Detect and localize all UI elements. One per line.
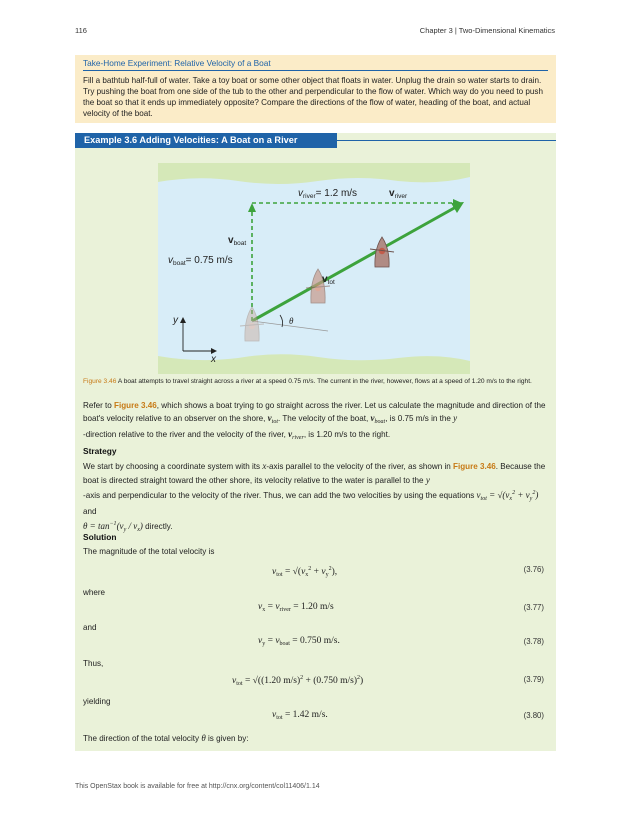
equation-number-3-76: (3.76) [523, 565, 544, 574]
solution-yielding: yielding [83, 697, 111, 706]
solution-heading: Solution [83, 532, 117, 542]
math-vriver: $v_{river}$ [288, 429, 304, 441]
takehome-title: Take-Home Experiment: Relative Velocity of a Boat [83, 58, 548, 71]
equation-3-78: $v_y = v_{boat} = 0.750$ m/s. [258, 636, 340, 647]
vtot-vector-label: $v_{tot}$ [322, 274, 335, 286]
intro-text-d: , is 0.75 m/s in the [385, 414, 454, 423]
example-header: Example 3.6 Adding Velocities: A Boat on a River [75, 133, 337, 148]
intro-text-c: . The velocity of the boat, [278, 414, 371, 423]
math-theta: θ [201, 733, 206, 743]
vriver-vector-label: $v_{river}$ [389, 188, 408, 200]
equation-3-76: $v_{tot} = √(v_x^2 + v_y^2)$, [272, 566, 338, 578]
vboat-label-eq: $v_{boat}= 0.75$ m/s [168, 255, 233, 267]
strategy-text-a: We start by choosing a coordinate system with its [83, 462, 263, 471]
figure-svg [158, 163, 470, 374]
math-y: y [453, 413, 458, 423]
vboat-vector-label: $v_{boat}$ [228, 235, 247, 247]
strategy-text-e: and [83, 506, 97, 516]
figure-caption [83, 377, 551, 386]
math-y2: y [425, 474, 430, 485]
solution-where: where [83, 588, 106, 597]
solution-last-end: is given by: [205, 734, 249, 743]
math-x: x [262, 461, 267, 471]
intro-paragraph [83, 400, 553, 444]
eq-3-79-term-a: (1.20 m/s) [261, 676, 301, 686]
solution-last-text: The direction of the total velocity [83, 734, 202, 743]
equation-number-3-77: (3.77) [523, 603, 544, 612]
theta-label: θ [289, 316, 294, 326]
strategy-text-c: . Because the boat is directed straight toward the other shore, its velocity relative to the water is parallel to the [83, 462, 546, 485]
eq-3-80-value: 1.42 m/s. [292, 710, 328, 720]
equation-3-77: $v_x = v_{river} = 1.20$ m/s [258, 602, 334, 613]
solution-line1: The magnitude of the total velocity is [83, 547, 215, 556]
figure-boat-river [158, 163, 470, 374]
math-vboat: $v_{boat}$ [370, 413, 386, 425]
vboat-eq-value: = 0.75 m/s [185, 255, 233, 266]
strategy-text-f: directly. [142, 522, 173, 531]
math-theta-formula: $\theta = \tan^{-1}(v_y / v_x)$ [83, 521, 143, 533]
strategy-text-d: -axis and perpendicular to the velocity of the river. Thus, we can add the two velocities by using the equations [83, 491, 477, 500]
strategy-paragraph [83, 460, 553, 537]
intro-text-b: , which shows a boat trying to go straight across the river. Let us calculate the magnitude and direction of the boat's velocity relative to an observer on the shore, [83, 401, 546, 423]
equation-3-79: $v_{tot} = √((1.20$ m/s)$^2$ + (0.750 m/s)$^2$) [232, 675, 364, 687]
running-head: Chapter 3 | Two-Dimensional Kinematics [419, 26, 555, 35]
vriver-label-eq: $v_{river}= 1.2$ m/s [298, 188, 358, 200]
equation-3-80: $v_{tot} = 1.42$ m/s. [272, 710, 328, 721]
math-vtot: $v_{tot}$ [267, 413, 278, 425]
vriver-eq-value: = 1.2 m/s [315, 188, 358, 199]
intro-figure-link[interactable]: Figure 3.46 [114, 401, 157, 410]
equation-number-3-79: (3.79) [523, 675, 544, 684]
solution-and: and [83, 623, 97, 632]
solution-last-line [83, 733, 553, 744]
strategy-heading: Strategy [83, 446, 117, 456]
x-axis-label: x [211, 354, 216, 365]
math-vtot-formula: $v_{tot} = √(v_x^2 + v_y^2)$ [476, 490, 539, 502]
eq-3-79-term-b: + (0.750 m/s) [303, 676, 358, 686]
equation-number-3-78: (3.78) [523, 637, 544, 646]
page-number: 116 [75, 26, 87, 35]
intro-text-f: , is 1.20 m/s to the right. [303, 430, 391, 439]
solution-thus: Thus, [83, 659, 104, 668]
intro-text-a: Refer to [83, 401, 115, 410]
eq-3-77-value: 1.20 m/s [300, 602, 334, 612]
strategy-text-b: -axis parallel to the velocity of the river, as shown in [266, 462, 454, 471]
takehome-body: Fill a bathtub half-full of water. Take a toy boat or some other object that floats in water. Unplug the drain so water starts to drain. Try pushing the boat from one side of the tub to the other and perpendicular to the flow of water. Which way do you need to push the boat so that it ends up immediately opposite? Compare the directions of the flow of water, heading of the boat, and actual velocity of the boat. [83, 76, 543, 118]
equation-number-3-80: (3.80) [523, 711, 544, 720]
strategy-figure-link[interactable]: Figure 3.46 [453, 462, 496, 471]
y-axis-label: y [173, 315, 178, 326]
example-header-rule [337, 140, 556, 141]
eq-3-78-value: 0.750 m/s. [300, 636, 340, 646]
intro-text-e: -direction relative to the river and the velocity of the river, [83, 430, 289, 439]
takehome-experiment-box [75, 55, 556, 123]
footer-note: This OpenStax book is available for free at http://cnx.org/content/col11406/1.14 [75, 783, 320, 790]
caption-figure-label: Figure 3.46 [83, 378, 117, 385]
caption-text: A boat attempts to travel straight across a river at a speed 0.75 m/s. The current in the river, however, flows at a speed of 1.20 m/s to the right. [116, 378, 532, 385]
